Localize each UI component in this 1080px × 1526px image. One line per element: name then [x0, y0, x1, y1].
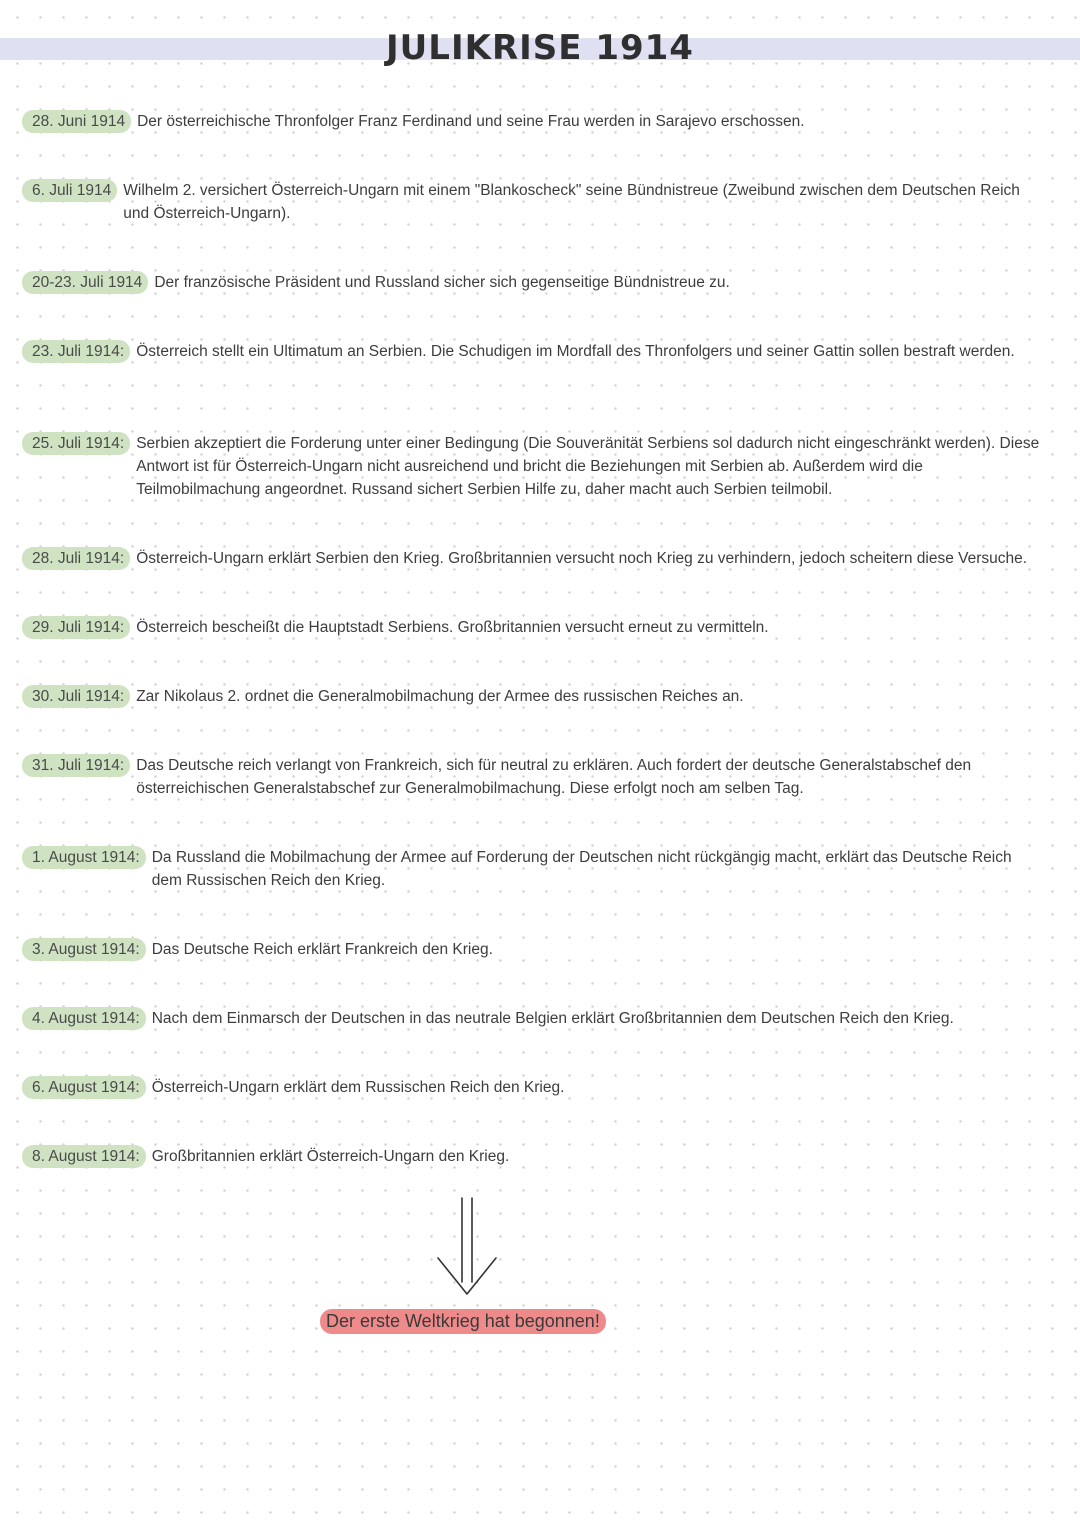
timeline-entry — [22, 110, 1042, 133]
entry-text: Serbien akzeptiert die Forderung unter einer Bedingung (Die Souveränität Serbiens sol dadurch nicht eingeschränkt werden). Diese Antwort ist für Österreich-Ungarn nicht ausreichend und bricht die Beziehungen mit Serbien ab. Außerdem wird die Teilmobilmachung angeordnet. Russand sichert Serbien Hilfe zu, daher macht auch Serbien teilmobil. — [136, 435, 1040, 498]
timeline-entry — [22, 1076, 1042, 1099]
timeline-entry — [22, 179, 1042, 225]
entry-date: 28. Juni 1914 — [22, 110, 131, 133]
timeline-entry — [22, 685, 1042, 708]
entry-text: Österreich stellt ein Ultimatum an Serbien. Die Schudigen im Mordfall des Thronfolgers und seiner Gattin sollen bestraft werden. — [136, 343, 1015, 360]
timeline-entry — [22, 340, 1042, 363]
timeline-entry — [22, 754, 1042, 800]
entry-date: 29. Juli 1914: — [22, 616, 130, 639]
entry-text: Das Deutsche Reich erklärt Frankreich den Krieg. — [151, 941, 493, 958]
entry-text: Das Deutsche reich verlangt von Frankreich, sich für neutral zu erklären. Auch fordert der deutsche Generalstabschef den österreichischen Generalstabschef zur Generalmobilmachung. Diese erfolgt noch am selben Tag. — [136, 757, 972, 797]
entry-text: Zar Nikolaus 2. ordnet die Generalmobilmachung der Armee des russischen Reiches an. — [136, 688, 744, 705]
entry-date: 8. August 1914: — [22, 1145, 146, 1168]
timeline-entry — [22, 1145, 1042, 1168]
entry-date: 28. Juli 1914: — [22, 547, 130, 570]
entry-text: Österreich-Ungarn erklärt dem Russischen Reich den Krieg. — [151, 1079, 565, 1096]
entry-text: Da Russland die Mobilmachung der Armee auf Forderung der Deutschen nicht rückgängig macht, erklärt das Deutsche Reich dem Russischen Reich den Krieg. — [151, 849, 1012, 889]
entry-date: 6. August 1914: — [22, 1076, 146, 1099]
entry-date: 6. Juli 1914 — [22, 179, 117, 202]
timeline-entry — [22, 271, 1042, 294]
entry-text: Österreich bescheißt die Hauptstadt Serbiens. Großbritannien versucht erneut zu vermitteln. — [136, 619, 769, 636]
entry-date: 20-23. Juli 1914 — [22, 271, 148, 294]
entry-text: Österreich-Ungarn erklärt Serbien den Krieg. Großbritannien versucht noch Krieg zu verhindern, jedoch scheitern diese Versuche. — [136, 550, 1028, 567]
entry-text: Großbritannien erklärt Österreich-Ungarn den Krieg. — [151, 1148, 510, 1165]
entry-date: 25. Juli 1914: — [22, 432, 130, 455]
timeline-entry — [22, 616, 1042, 639]
timeline-entry — [22, 547, 1042, 570]
entry-date: 31. Juli 1914: — [22, 754, 130, 777]
entry-text: Wilhelm 2. versichert Österreich-Ungarn mit einem "Blankoscheck" seine Bündnistreue (Zweibund zwischen dem Deutschen Reich und Österreich-Ungarn). — [123, 182, 1020, 222]
timeline-entry — [22, 432, 1042, 501]
entry-text: Der französische Präsident und Russland sicher sich gegenseitige Bündnistreue zu. — [154, 274, 730, 291]
down-arrow-icon — [432, 1196, 502, 1300]
timeline-entry — [22, 846, 1042, 892]
entry-date: 4. August 1914: — [22, 1007, 146, 1030]
timeline-entry — [22, 1007, 1042, 1030]
entry-date: 30. Juli 1914: — [22, 685, 130, 708]
page-title: JULIKRISE 1914 — [386, 28, 694, 68]
entry-date: 3. August 1914: — [22, 938, 146, 961]
entry-text: Der österreichische Thronfolger Franz Ferdinand und seine Frau werden in Sarajevo erschossen. — [137, 113, 805, 130]
conclusion-text: Der erste Weltkrieg hat begonnen! — [320, 1309, 606, 1334]
entry-date: 23. Juli 1914: — [22, 340, 130, 363]
timeline-entry — [22, 938, 1042, 961]
entry-text: Nach dem Einmarsch der Deutschen in das neutrale Belgien erklärt Großbritannien dem Deutschen Reich den Krieg. — [151, 1010, 954, 1027]
entry-date: 1. August 1914: — [22, 846, 146, 869]
